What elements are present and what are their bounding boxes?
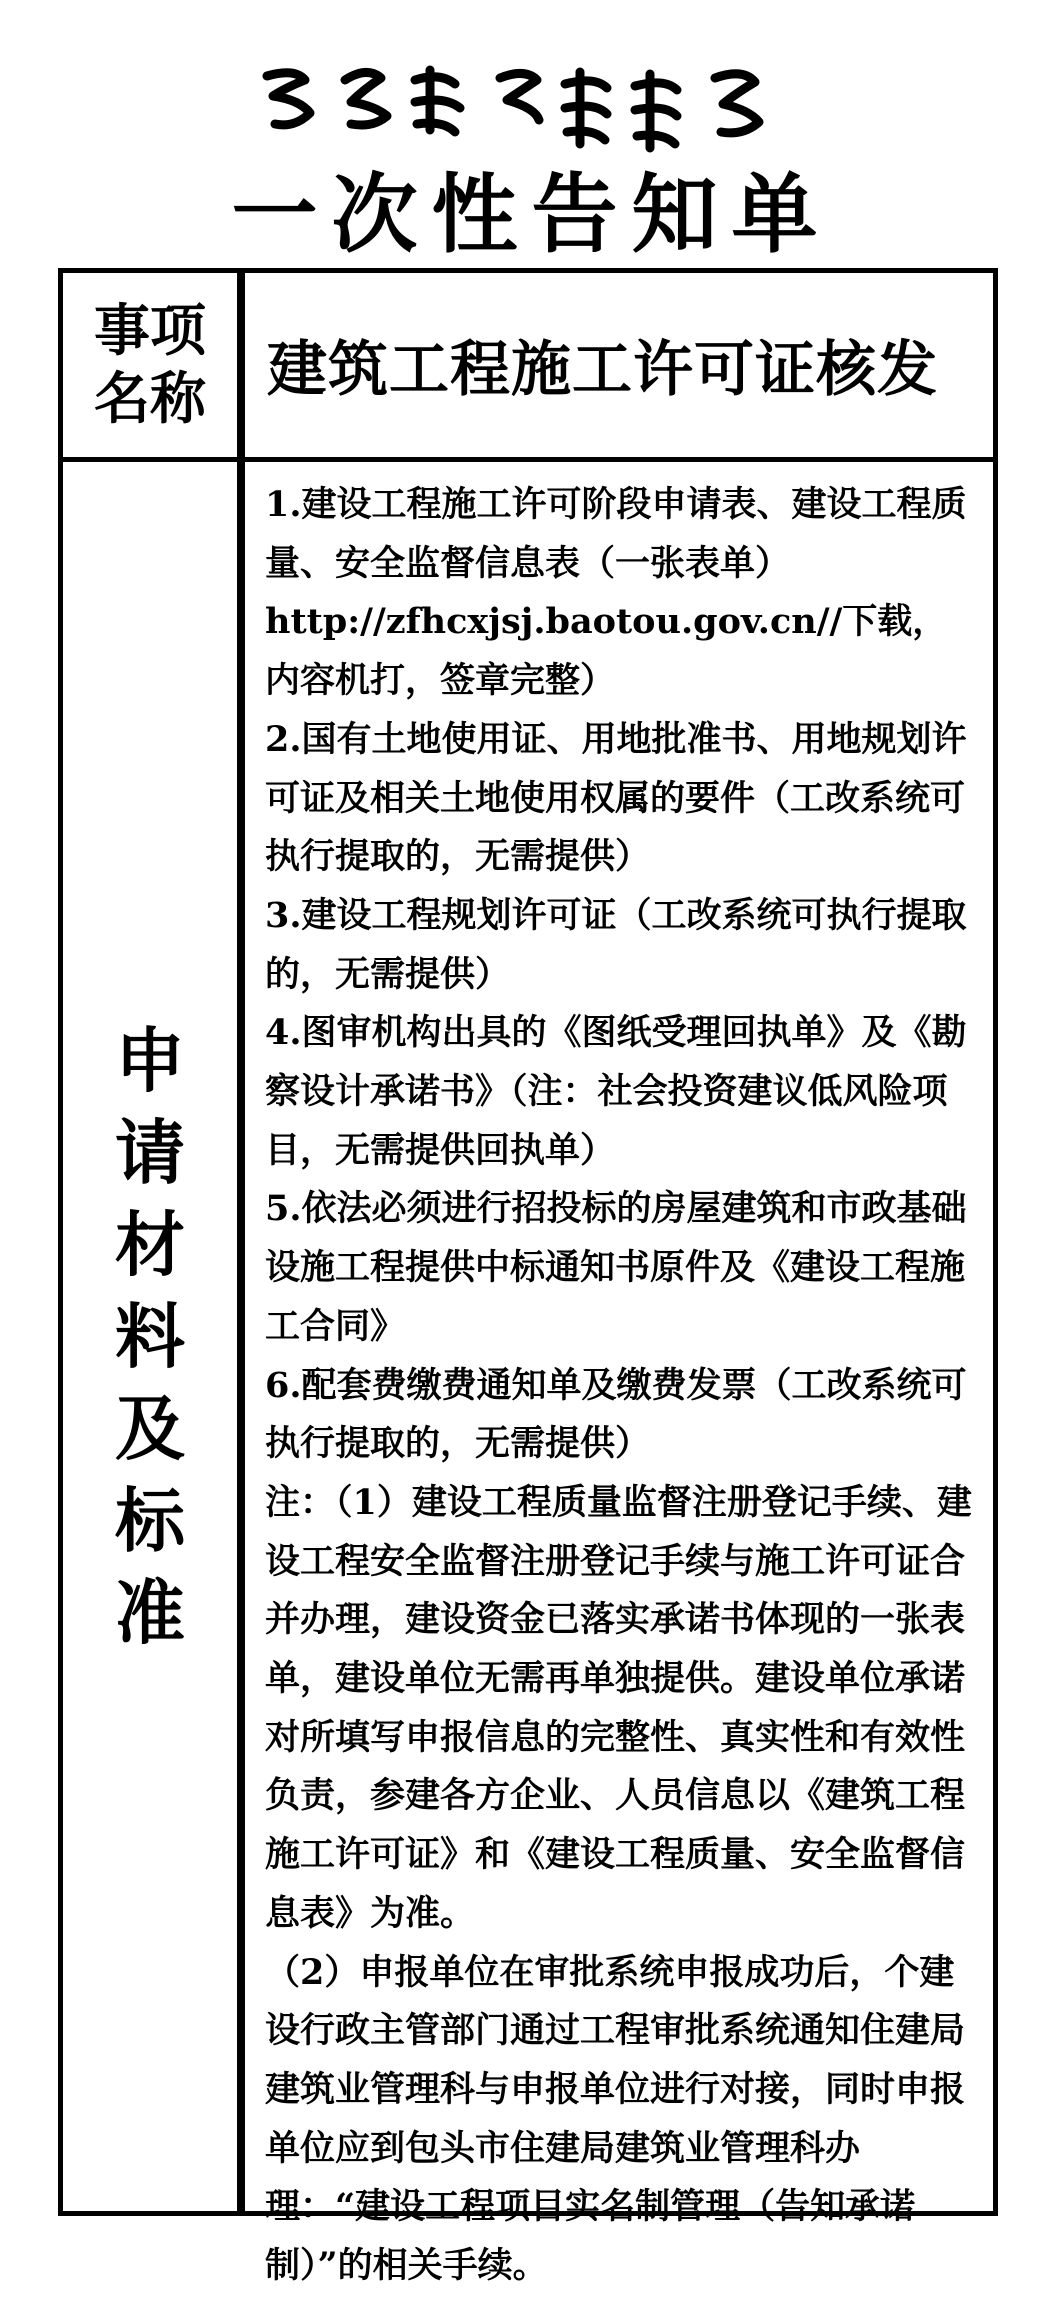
material-item: 5.依法必须进行招投标的房屋建筑和市政基础设施工程提供中标通知书原件及《建设工程施工合同》 — [265, 1188, 967, 1347]
material-note: 注：（1）建设工程质量监督注册登记手续、建设工程安全监督注册登记手续与施工许可证合并办理，建设资金已落实承诺书体现的一张表单，建设单位无需再单独提供。建设单位承诺对所填写申报信息的完整性、真实性和有效性负责，参建各方企业、人员信息以《建筑工程施工许可证》和《建设工程质量、安全监督信息表》为准。 — [265, 1481, 972, 1934]
material-item: http://zfhcxjsj.baotou.gov.cn//下载，内容机打，签章完整） — [265, 601, 948, 702]
material-item: 3.建设工程规划许可证（工改系统可执行提取的，无需提供） — [265, 894, 967, 995]
material-item: 2.国有土地使用证、用地批准书、用地规划许可证及相关土地使用权属的要件（工改系统可执行提取的，无需提供） — [265, 718, 967, 878]
column-divider — [237, 273, 245, 2211]
item-name-label-line2: 名称 — [94, 366, 206, 432]
material-item: 1.建设工程施工许可阶段申请表、建设工程质量、安全监督信息表（一张表单） — [265, 484, 967, 584]
material-item: 6.配套费缴费通知单及缴费发票（工改系统可执行提取的，无需提供） — [265, 1364, 967, 1465]
item-name-value: 建筑工程施工许可证核发 — [267, 335, 938, 405]
mongolian-script-title — [255, 58, 775, 153]
notice-table — [58, 268, 998, 2287]
item-name-label — [63, 273, 237, 457]
material-note: （2）申报单位在审批系统申报成功后，个建设行政主管部门通过工程审批系统通知住建局建筑业管理科与申报单位进行对接，同时申报单位应到包头市住建局建筑业管理科办理：“建设工程项目实名制管理（告知承诺制）”的相关手续。 — [265, 1951, 966, 2287]
materials-label — [63, 462, 237, 2211]
item-name-label-line1: 事项 — [94, 298, 206, 364]
page-title: 一次性告知单 — [231, 164, 832, 265]
materials-list — [245, 462, 993, 2287]
materials-label-text: 申请材料及标准 — [115, 1018, 185, 1654]
material-item: 4.图审机构出具的《图纸受理回执单》及《勘察设计承诺书》（注：社会投资建议低风险项目，无需提供回执单） — [265, 1012, 967, 1171]
